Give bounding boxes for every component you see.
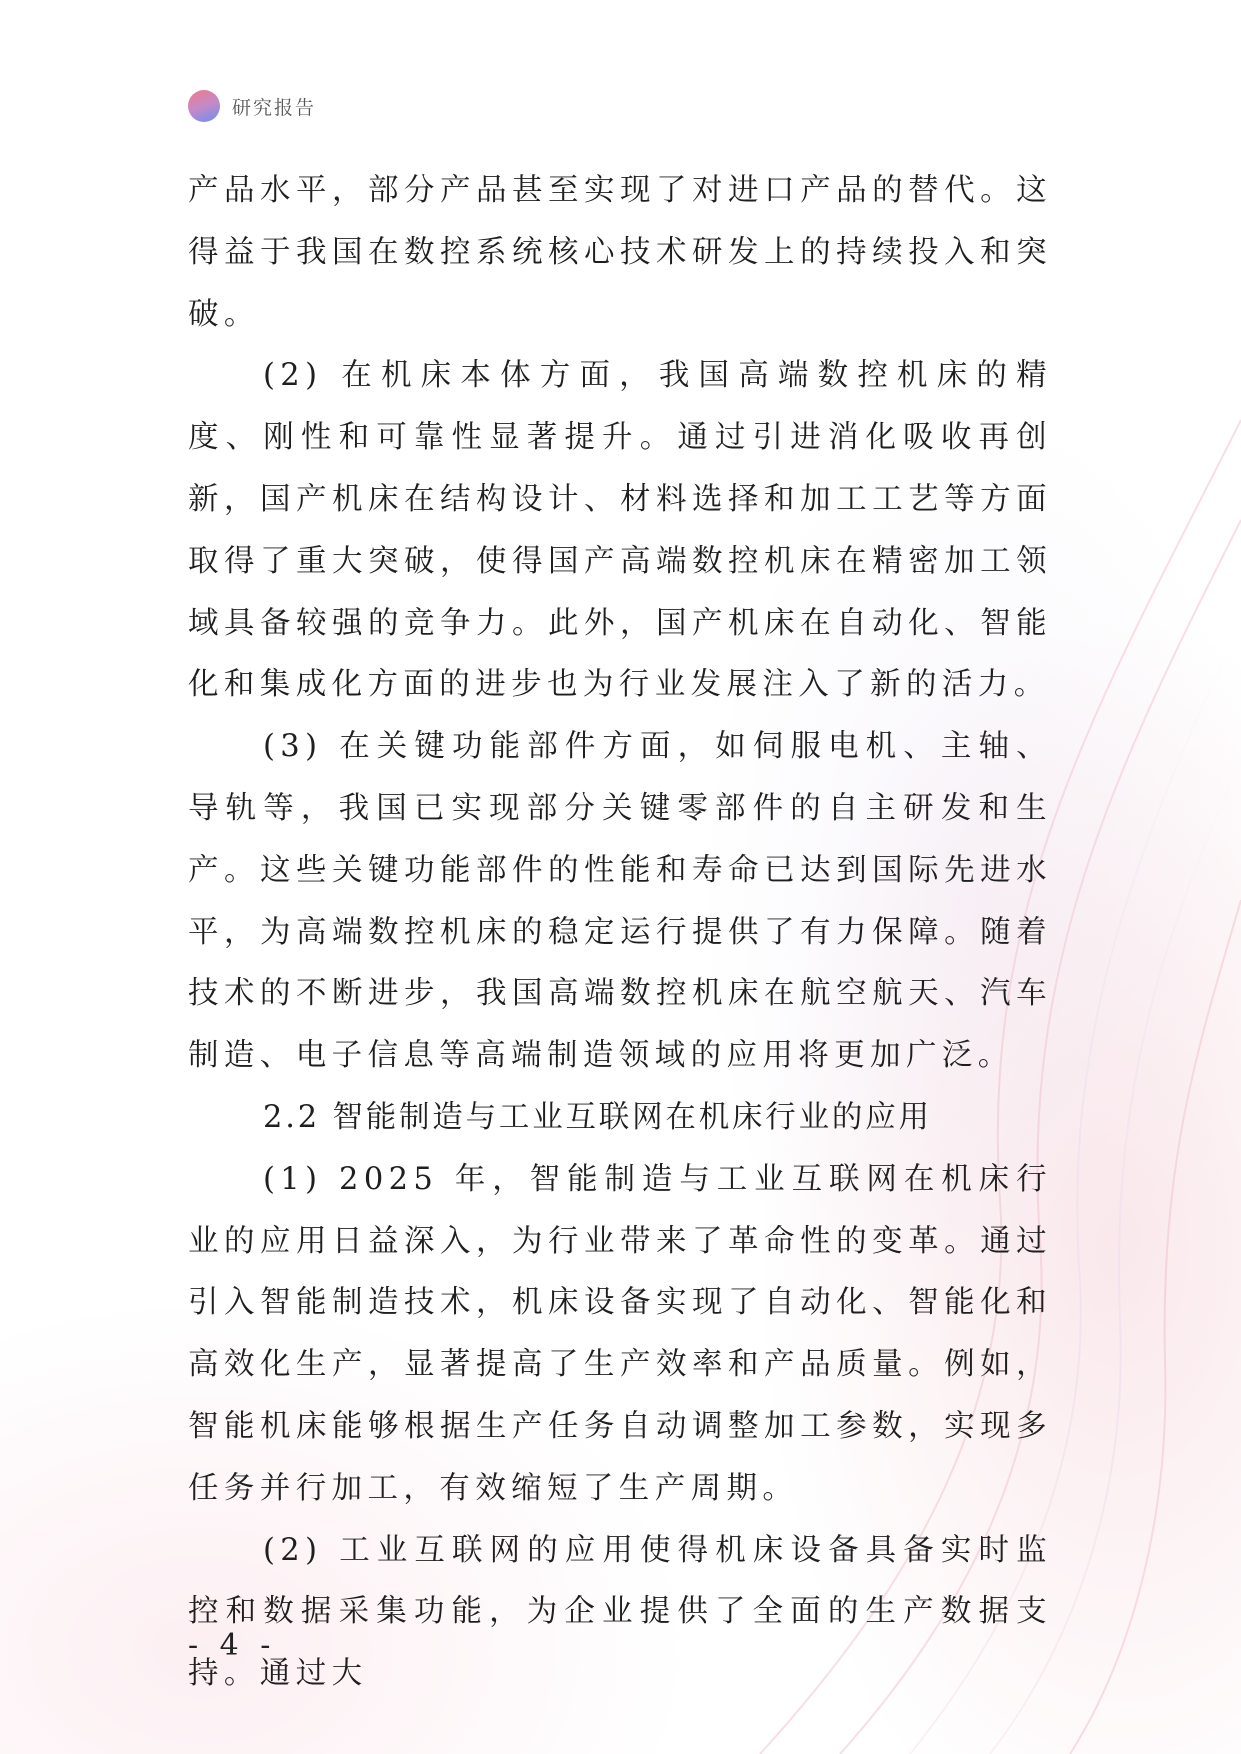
paragraph-continued: 产品水平，部分产品甚至实现了对进口产品的替代。这得益于我国在数控系统核心技术研发上的持续投入和突破。 xyxy=(188,173,1052,332)
paragraph-key-components: (3) 在关键功能部件方面，如伺服电机、主轴、导轨等，我国已实现部分关键零部件的自主研发和生产。这些关键功能部件的性能和寿命已达到国际先进水平，为高端数控机床的稳定运行提供了有力保障。随着技术的不断进步，我国高端数控机床在航空航天、汽车制造、电子信息等高端制造领域的应用将更加广泛。 xyxy=(188,729,1052,1074)
paragraph-industrial-internet: (2) 工业互联网的应用使得机床设备具备实时监控和数据采集功能，为企业提供了全面的生产数据支持。通过大 xyxy=(188,1532,1052,1692)
report-header xyxy=(188,89,316,123)
paragraph-smart-manufacturing: (1) 2025 年，智能制造与工业互联网在机床行业的应用日益深入，为行业带来了革命性的变革。通过引入智能制造技术，机床设备实现了自动化、智能化和高效化生产，显著提高了生产效率和产品质量。例如，智能机床能够根据生产任务自动调整加工参数，实现多任务并行加工，有效缩短了生产周期。 xyxy=(188,1161,1052,1506)
page-number: - 4 - xyxy=(188,1628,277,1663)
section-heading: 2.2 智能制造与工业互联网在机床行业的应用 xyxy=(263,1099,932,1135)
report-logo-icon xyxy=(188,90,220,122)
header-label: 研究报告 xyxy=(232,96,317,119)
body-text xyxy=(188,160,1052,1705)
paragraph-machine-body: (2) 在机床本体方面，我国高端数控机床的精度、刚性和可靠性显著提升。通过引进消化吸收再创新，国产机床在结构设计、材料选择和加工工艺等方面取得了重大突破，使得国产高端数控机床在精密加工领域具备较强的竞争力。此外，国产机床在自动化、智能化和集成化方面的进步也为行业发展注入了新的活力。 xyxy=(188,358,1052,703)
